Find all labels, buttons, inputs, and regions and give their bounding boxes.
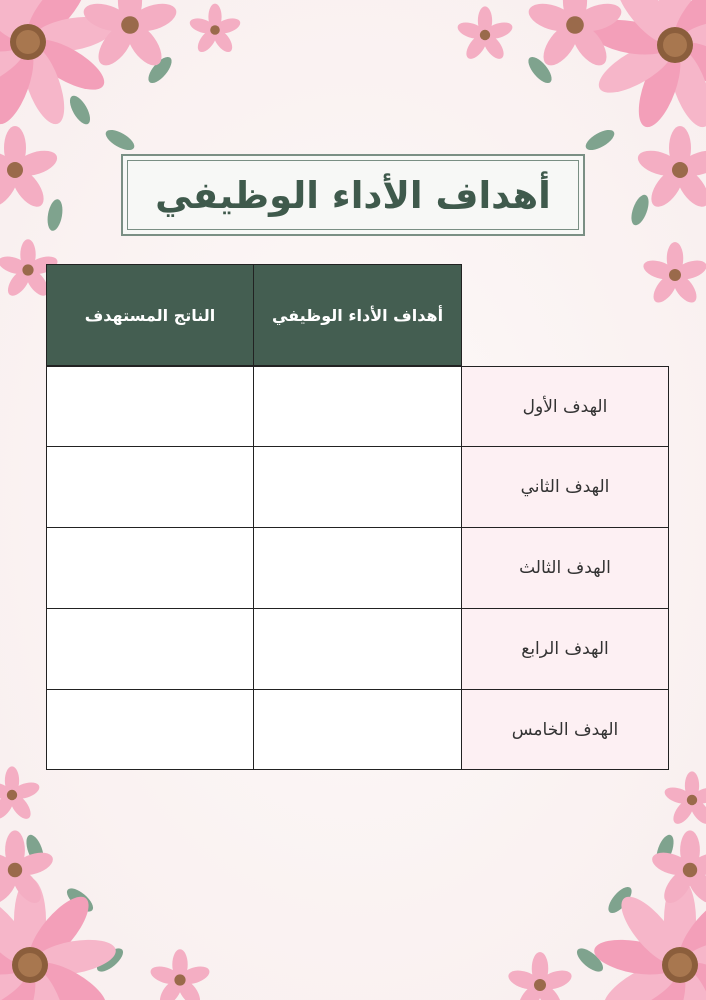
goal-1-performance-cell[interactable] <box>253 366 462 447</box>
title-frame <box>121 154 585 236</box>
header-performance-goals: أهداف الأداء الوظيفي <box>253 264 462 366</box>
row-label-goal-1: الهدف الأول <box>461 366 669 447</box>
goal-2-performance-cell[interactable] <box>253 446 462 528</box>
goal-5-target-cell[interactable] <box>46 689 254 770</box>
goal-2-target-cell[interactable] <box>46 446 254 528</box>
goal-1-target-cell[interactable] <box>46 366 254 447</box>
row-label-goal-5: الهدف الخامس <box>461 689 669 770</box>
page-title: أهداف الأداء الوظيفي <box>155 173 551 217</box>
goal-3-performance-cell[interactable] <box>253 527 462 609</box>
header-target-output: الناتج المستهدف <box>46 264 254 366</box>
goal-3-target-cell[interactable] <box>46 527 254 609</box>
goal-4-target-cell[interactable] <box>46 608 254 690</box>
row-label-goal-4: الهدف الرابع <box>461 608 669 690</box>
goal-5-performance-cell[interactable] <box>253 689 462 770</box>
row-label-goal-3: الهدف الثالث <box>461 527 669 609</box>
row-label-goal-2: الهدف الثاني <box>461 446 669 528</box>
goal-4-performance-cell[interactable] <box>253 608 462 690</box>
